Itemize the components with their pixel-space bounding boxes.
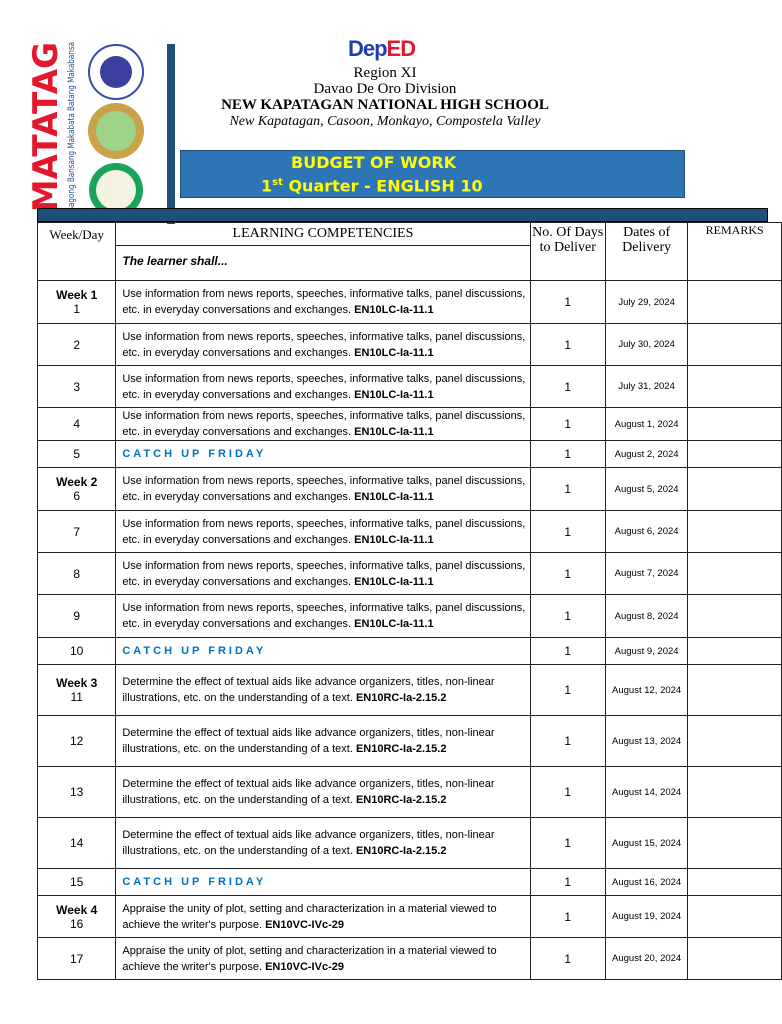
header-divider xyxy=(167,44,175,224)
table-row xyxy=(38,468,782,511)
table-row xyxy=(38,324,782,366)
competency-cell xyxy=(116,818,530,869)
remarks-cell[interactable] xyxy=(688,665,782,716)
table-row xyxy=(38,281,782,324)
competency-code: EN10LC-Ia-11.1 xyxy=(354,304,434,316)
competency-text: Use information from news reports, speeches, informative talks, panel discussions, etc. in everyday conversations and exchanges. xyxy=(122,602,526,630)
week-day-cell xyxy=(38,281,116,324)
competency-code: EN10LC-Ia-11.1 xyxy=(354,388,434,401)
header-remarks: REMARKS xyxy=(688,223,782,281)
remarks-cell[interactable] xyxy=(688,468,782,511)
competency-text: Use information from news reports, speeches, informative talks, panel discussions, etc. in everyday conversations and exchanges. xyxy=(122,517,526,546)
date-cell: August 5, 2024 xyxy=(605,468,687,511)
day-number: 17 xyxy=(70,951,84,966)
competency-cell xyxy=(116,595,530,638)
date-cell: August 20, 2024 xyxy=(605,938,687,980)
week-day-cell xyxy=(38,716,116,767)
week-label: Week 1 xyxy=(56,288,98,302)
table-row xyxy=(38,553,782,595)
day-number: 14 xyxy=(70,836,84,850)
week-day-cell xyxy=(38,366,116,408)
table-row xyxy=(38,595,782,638)
week-day-cell xyxy=(38,324,116,366)
date-cell: August 16, 2024 xyxy=(605,869,687,896)
days-cell: 1 xyxy=(530,716,605,767)
date-cell: August 2, 2024 xyxy=(605,441,687,468)
table-row xyxy=(38,869,782,896)
week-label: Week 3 xyxy=(56,676,98,690)
remarks-cell[interactable] xyxy=(688,408,782,441)
remarks-cell[interactable] xyxy=(688,553,782,595)
date-cell: August 15, 2024 xyxy=(605,818,687,869)
title-line2 xyxy=(181,173,684,196)
region: Region XI xyxy=(353,65,417,81)
remarks-cell[interactable] xyxy=(688,441,782,468)
date-cell: August 6, 2024 xyxy=(605,511,687,553)
table-row xyxy=(38,896,782,938)
date-cell: July 31, 2024 xyxy=(605,366,687,408)
days-cell: 1 xyxy=(530,441,605,468)
competency-text: Determine the effect of textual aids like advance organizers, titles, non-linear illustrations, etc. on the understanding of a text. xyxy=(122,778,495,806)
table-row xyxy=(38,366,782,408)
days-cell: 1 xyxy=(530,511,605,553)
week-day-cell xyxy=(38,511,116,553)
week-day-cell xyxy=(38,896,116,938)
week-day-cell xyxy=(38,818,116,869)
catch-up-friday: CATCH UP FRIDAY xyxy=(122,876,267,888)
competency-text: Determine the effect of textual aids like advance organizers, titles, non-linear illustrations, etc. on the understanding of a text. xyxy=(122,727,495,755)
competency-text: Appraise the unity of plot, setting and characterization in a material viewed to achieve the writer's purpose. xyxy=(122,944,497,973)
remarks-cell[interactable] xyxy=(688,595,782,638)
day-number: 9 xyxy=(73,609,81,623)
day-number: 11 xyxy=(70,690,83,704)
competency-text: Determine the effect of textual aids like advance organizers, titles, non-linear illustrations, etc. on the understanding of a text. xyxy=(122,676,495,704)
remarks-cell[interactable] xyxy=(688,638,782,665)
day-number: 2 xyxy=(73,337,81,352)
days-cell: 1 xyxy=(530,324,605,366)
week-day-cell xyxy=(38,869,116,896)
day-number: 8 xyxy=(73,566,81,581)
days-cell: 1 xyxy=(530,595,605,638)
competency-cell xyxy=(116,767,530,818)
competency-cell xyxy=(116,408,530,441)
week-day-cell xyxy=(38,665,116,716)
competency-code: EN10LC-Ia-11.1 xyxy=(354,426,434,438)
competency-text: Determine the effect of textual aids like advance organizers, titles, non-linear illustrations, etc. on the understanding of a text. xyxy=(122,829,495,857)
deped-seal xyxy=(88,44,144,100)
competency-cell xyxy=(116,869,530,896)
competency-cell xyxy=(116,553,530,595)
day-number: 15 xyxy=(70,875,84,889)
days-cell: 1 xyxy=(530,366,605,408)
days-cell: 1 xyxy=(530,896,605,938)
day-number: 16 xyxy=(70,916,84,931)
day-number: 3 xyxy=(73,379,81,394)
competency-text: Use information from news reports, speeches, informative talks, panel discussions, etc. in everyday conversations and exchanges. xyxy=(122,372,526,401)
competency-cell xyxy=(116,281,530,324)
competency-cell xyxy=(116,938,530,980)
day-number: 7 xyxy=(73,524,81,539)
days-cell: 1 xyxy=(530,408,605,441)
matatag-tagline xyxy=(62,0,80,215)
school-address: New Kapatagan, Casoon, Monkayo, Compostela Valley xyxy=(229,114,541,129)
week-day-cell xyxy=(38,408,116,441)
date-cell: August 7, 2024 xyxy=(605,553,687,595)
remarks-cell[interactable] xyxy=(688,869,782,896)
remarks-cell[interactable] xyxy=(688,716,782,767)
competency-text: Use information from news reports, speeches, informative talks, panel discussions, etc. in everyday conversations and exchanges. xyxy=(122,475,526,503)
days-cell: 1 xyxy=(530,818,605,869)
day-number: 1 xyxy=(73,302,81,316)
days-cell: 1 xyxy=(530,938,605,980)
week-day-cell xyxy=(38,938,116,980)
competency-cell xyxy=(116,511,530,553)
competency-code: EN10VC-IVc-29 xyxy=(265,918,344,931)
table-row xyxy=(38,441,782,468)
week-label: Week 2 xyxy=(56,475,98,489)
table-row xyxy=(38,511,782,553)
week-day-cell xyxy=(38,441,116,468)
header-row xyxy=(38,223,782,281)
competency-code: EN10RC-Ia-2.15.2 xyxy=(355,743,447,755)
day-number: 6 xyxy=(73,489,81,503)
competency-code: EN10LC-Ia-11.1 xyxy=(354,491,434,503)
date-cell: August 13, 2024 xyxy=(605,716,687,767)
competency-text: Appraise the unity of plot, setting and characterization in a material viewed to achieve the writer's purpose. xyxy=(122,902,497,931)
day-number: 4 xyxy=(73,417,81,431)
competency-text: Use information from news reports, speeches, informative talks, panel discussions, etc. in everyday conversations and exchanges. xyxy=(122,330,526,359)
catch-up-friday: CATCH UP FRIDAY xyxy=(122,448,267,460)
date-cell: July 29, 2024 xyxy=(605,281,687,324)
days-cell: 1 xyxy=(530,281,605,324)
competency-text: Use information from news reports, speeches, informative talks, panel discussions, etc. in everyday conversations and exchanges. xyxy=(122,288,526,316)
date-cell: August 1, 2024 xyxy=(605,408,687,441)
competency-code: EN10RC-Ia-2.15.2 xyxy=(355,692,447,704)
remarks-cell[interactable] xyxy=(688,324,782,366)
division: Davao De Oro Division xyxy=(313,81,457,97)
date-cell: August 8, 2024 xyxy=(605,595,687,638)
table-row xyxy=(38,716,782,767)
date-cell: August 12, 2024 xyxy=(605,665,687,716)
header-days: No. Of Days to Deliver xyxy=(530,223,605,281)
division-seal xyxy=(88,103,144,159)
matatag-logo xyxy=(26,35,66,215)
school-name: NEW KAPATAGAN NATIONAL HIGH SCHOOL xyxy=(221,97,549,113)
remarks-cell[interactable] xyxy=(688,896,782,938)
competencies-subheader: The learner shall... xyxy=(122,254,228,268)
competency-cell xyxy=(116,366,530,408)
title-box xyxy=(180,150,685,198)
table-row xyxy=(38,638,782,665)
days-cell: 1 xyxy=(530,665,605,716)
competency-cell xyxy=(116,638,530,665)
title-line1: BUDGET OF WORK xyxy=(291,153,457,172)
day-number: 13 xyxy=(70,785,84,799)
competency-code: EN10LC-Ia-11.1 xyxy=(354,575,434,588)
competency-code: EN10RC-Ia-2.15.2 xyxy=(355,845,447,857)
date-cell: August 14, 2024 xyxy=(605,767,687,818)
week-day-cell xyxy=(38,553,116,595)
week-day-cell xyxy=(38,595,116,638)
table-row xyxy=(38,818,782,869)
date-cell: August 9, 2024 xyxy=(605,638,687,665)
days-cell: 1 xyxy=(530,767,605,818)
competency-cell xyxy=(116,716,530,767)
table-row xyxy=(38,665,782,716)
remarks-cell[interactable] xyxy=(688,511,782,553)
competency-cell xyxy=(116,324,530,366)
days-cell: 1 xyxy=(530,638,605,665)
catch-up-friday: CATCH UP FRIDAY xyxy=(122,645,267,657)
week-day-cell xyxy=(38,638,116,665)
competency-text: Use information from news reports, speeches, informative talks, panel discussions, etc. in everyday conversations and exchanges. xyxy=(122,559,526,588)
competency-cell xyxy=(116,665,530,716)
svg-text:Bagong Bansang Makabata Bata: Bagong Bansang Makabata Batang Makabansa xyxy=(67,0,77,212)
date-cell: July 30, 2024 xyxy=(605,324,687,366)
week-day-cell xyxy=(38,468,116,511)
competencies-title: LEARNING COMPETENCIES xyxy=(116,223,529,246)
deped-logo: DepED xyxy=(348,36,416,61)
day-number: 5 xyxy=(73,447,81,461)
day-number: 10 xyxy=(70,644,84,658)
days-cell: 1 xyxy=(530,468,605,511)
competency-cell xyxy=(116,468,530,511)
header-week-day: Week/Day xyxy=(38,223,116,281)
budget-table xyxy=(37,222,782,980)
svg-text:MATATAG: MATATAG xyxy=(26,35,66,212)
competency-code: EN10LC-Ia-11.1 xyxy=(354,618,434,630)
days-cell: 1 xyxy=(530,553,605,595)
remarks-cell[interactable] xyxy=(688,938,782,980)
day-number: 12 xyxy=(70,734,84,748)
competency-text: Use information from news reports, speeches, informative talks, panel discussions, etc. in everyday conversations and exchanges. xyxy=(122,410,526,438)
ordinal-suffix: st xyxy=(272,177,283,188)
days-cell: 1 xyxy=(530,869,605,896)
competency-cell xyxy=(116,441,530,468)
quarter-number: 1 xyxy=(261,176,273,196)
competency-code: EN10LC-Ia-11.1 xyxy=(354,346,434,359)
table-row xyxy=(38,408,782,441)
remarks-cell[interactable] xyxy=(688,366,782,408)
remarks-cell[interactable] xyxy=(688,767,782,818)
competency-cell xyxy=(116,896,530,938)
competency-code: EN10VC-IVc-29 xyxy=(265,960,344,973)
header-dates: Dates of Delivery xyxy=(605,223,687,281)
remarks-cell[interactable] xyxy=(688,281,782,324)
table-top-band xyxy=(37,208,768,222)
quarter-subject: Quarter - ENGLISH 10 xyxy=(282,176,483,196)
week-day-cell xyxy=(38,767,116,818)
table-row xyxy=(38,767,782,818)
remarks-cell[interactable] xyxy=(688,818,782,869)
header-competencies xyxy=(116,223,530,281)
competency-code: EN10RC-Ia-2.15.2 xyxy=(355,794,447,806)
week-label: Week 4 xyxy=(56,902,98,917)
competency-code: EN10LC-Ia-11.1 xyxy=(354,533,434,546)
table-row xyxy=(38,938,782,980)
date-cell: August 19, 2024 xyxy=(605,896,687,938)
